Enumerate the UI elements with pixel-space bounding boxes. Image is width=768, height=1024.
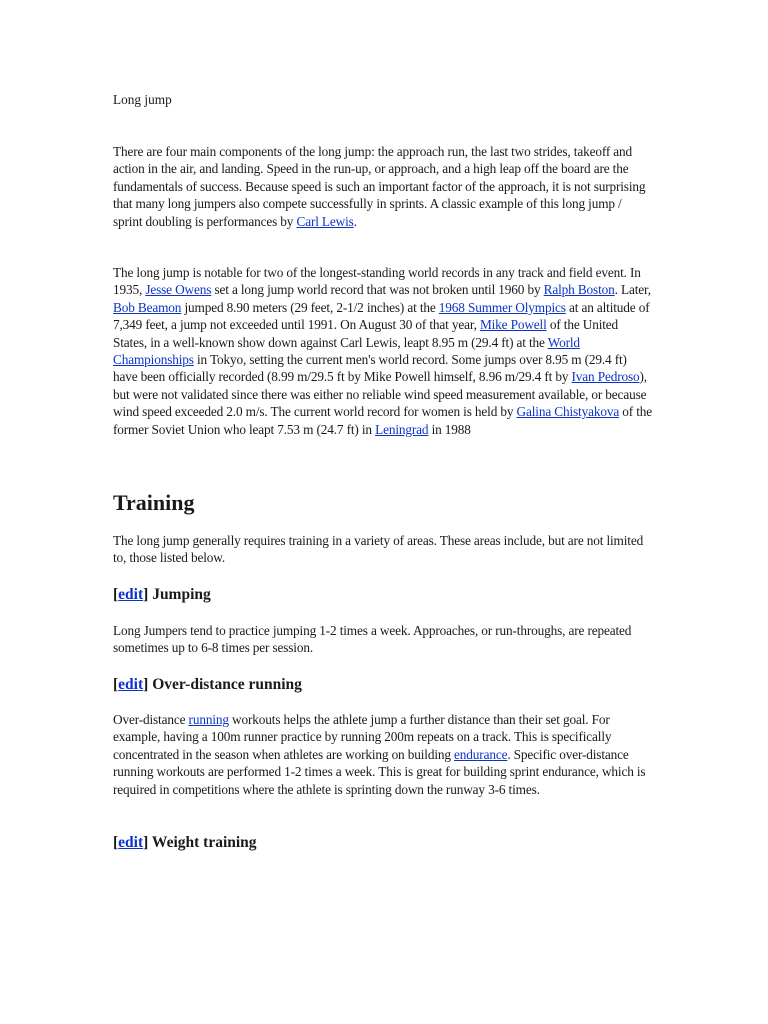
link-ralph-boston[interactable]: Ralph Boston	[543, 282, 615, 298]
records-text: in Tokyo, setting the current men's world record. Some jumps over 8.95 m (29.4 ft) have been officially recorded (8.99 m/29.5 ft by Mike Powell himself, 8.96 m/29.4 ft by	[113, 352, 627, 385]
link-carl-lewis[interactable]: Carl Lewis	[296, 213, 354, 229]
records-text: . Later,	[614, 282, 651, 298]
link-mike-powell[interactable]: Mike Powell	[479, 317, 547, 333]
bracket-open: [	[113, 834, 119, 851]
link-leningrad[interactable]: Leningrad	[375, 421, 429, 437]
intro-paragraph	[113, 143, 653, 230]
records-text: in 1988	[428, 421, 471, 437]
link-galina-chistyakova[interactable]: Galina Chistyakova	[516, 404, 620, 420]
over-distance-text: . Specific over-distance running workouts are performed 1-2 times a week. This is great for building sprint endurance, which is required in competitions where the athlete is sprinting down the runway 3-6 times.	[113, 746, 646, 797]
records-text: of the United States, in a well-known show down against Carl Lewis, leapt 8.95 m (29.4 ft) at the	[113, 317, 619, 350]
weight-training-heading-text: Weight training	[151, 834, 257, 851]
over-distance-paragraph	[113, 711, 653, 798]
bracket-close: ]	[143, 834, 149, 851]
link-jesse-owens[interactable]: Jesse Owens	[145, 282, 212, 298]
training-heading: Training	[113, 490, 195, 515]
over-distance-heading-text: Over-distance running	[152, 676, 302, 693]
records-text: The long jump is notable for two of the longest-standing world records in any track and field event. In 1935,	[113, 265, 641, 298]
edit-jumping-link[interactable]: edit	[118, 586, 144, 603]
bracket-close: ]	[143, 676, 149, 693]
over-distance-heading	[113, 675, 302, 695]
over-distance-text: Over-distance	[113, 712, 189, 727]
bracket-close: ]	[143, 586, 149, 603]
jumping-heading-text: Jumping	[152, 586, 211, 603]
records-text: ), but were not validated since there was either no reliable wind speed measurement available, or because wind speed exceeded 2.0 m/s. The current world record for women is held by	[113, 369, 647, 420]
records-paragraph	[113, 264, 653, 438]
link-bob-beamon[interactable]: Bob Beamon	[113, 299, 182, 315]
bracket-open: [	[113, 586, 119, 603]
intro-text: There are four main components of the long jump: the approach run, the last two strides, takeoff and action in the air, and landing. Speed in the run-up, or approach, and a high leap off the board are the fundamentals of success. Because speed is such an important factor of the approach, it is not surprising that many long jumpers also compete successfully in sprints. A classic example of this long jump / sprint doubling is performances by	[113, 144, 646, 229]
intro-text-end: .	[353, 213, 357, 229]
link-endurance[interactable]: endurance	[454, 746, 508, 762]
link-1968-summer-olympics[interactable]: 1968 Summer Olympics	[438, 299, 566, 315]
records-text: set a long jump world record that was not broken until 1960 by	[211, 282, 544, 298]
link-ivan-pedroso[interactable]: Ivan Pedroso	[571, 369, 640, 385]
weight-training-heading	[113, 833, 257, 853]
over-distance-text: workouts helps the athlete jump a further distance than their set goal. For example, having a 100m runner practice by running 200m repeats on a track. This is specifically concentrated in the season when athletes are working on building	[113, 712, 612, 762]
link-running[interactable]: running	[188, 712, 229, 727]
records-text: at an altitude of 7,349 feet, a jump not exceeded until 1991. On August 30 of that year,	[113, 299, 650, 333]
bracket-open: [	[113, 676, 119, 693]
document-title: Long jump	[113, 92, 172, 107]
training-intro: The long jump generally requires training in a variety of areas. These areas include, but are not limited to, those listed below.	[113, 533, 644, 566]
edit-weight-training-link[interactable]: edit	[118, 834, 144, 851]
link-world-championships[interactable]: World Championships	[113, 334, 580, 368]
jumping-paragraph: Long Jumpers tend to practice jumping 1-2 times a week. Approaches, or run-throughs, are repeated sometimes up to 6-8 times per session.	[113, 623, 632, 656]
edit-over-distance-link[interactable]: edit	[118, 676, 144, 693]
records-text: of the former Soviet Union who leapt 7.53 m (24.7 ft) in	[113, 404, 653, 437]
jumping-heading	[113, 585, 211, 605]
records-text: jumped 8.90 meters (29 feet, 2-1/2 inches) at the	[181, 299, 439, 315]
